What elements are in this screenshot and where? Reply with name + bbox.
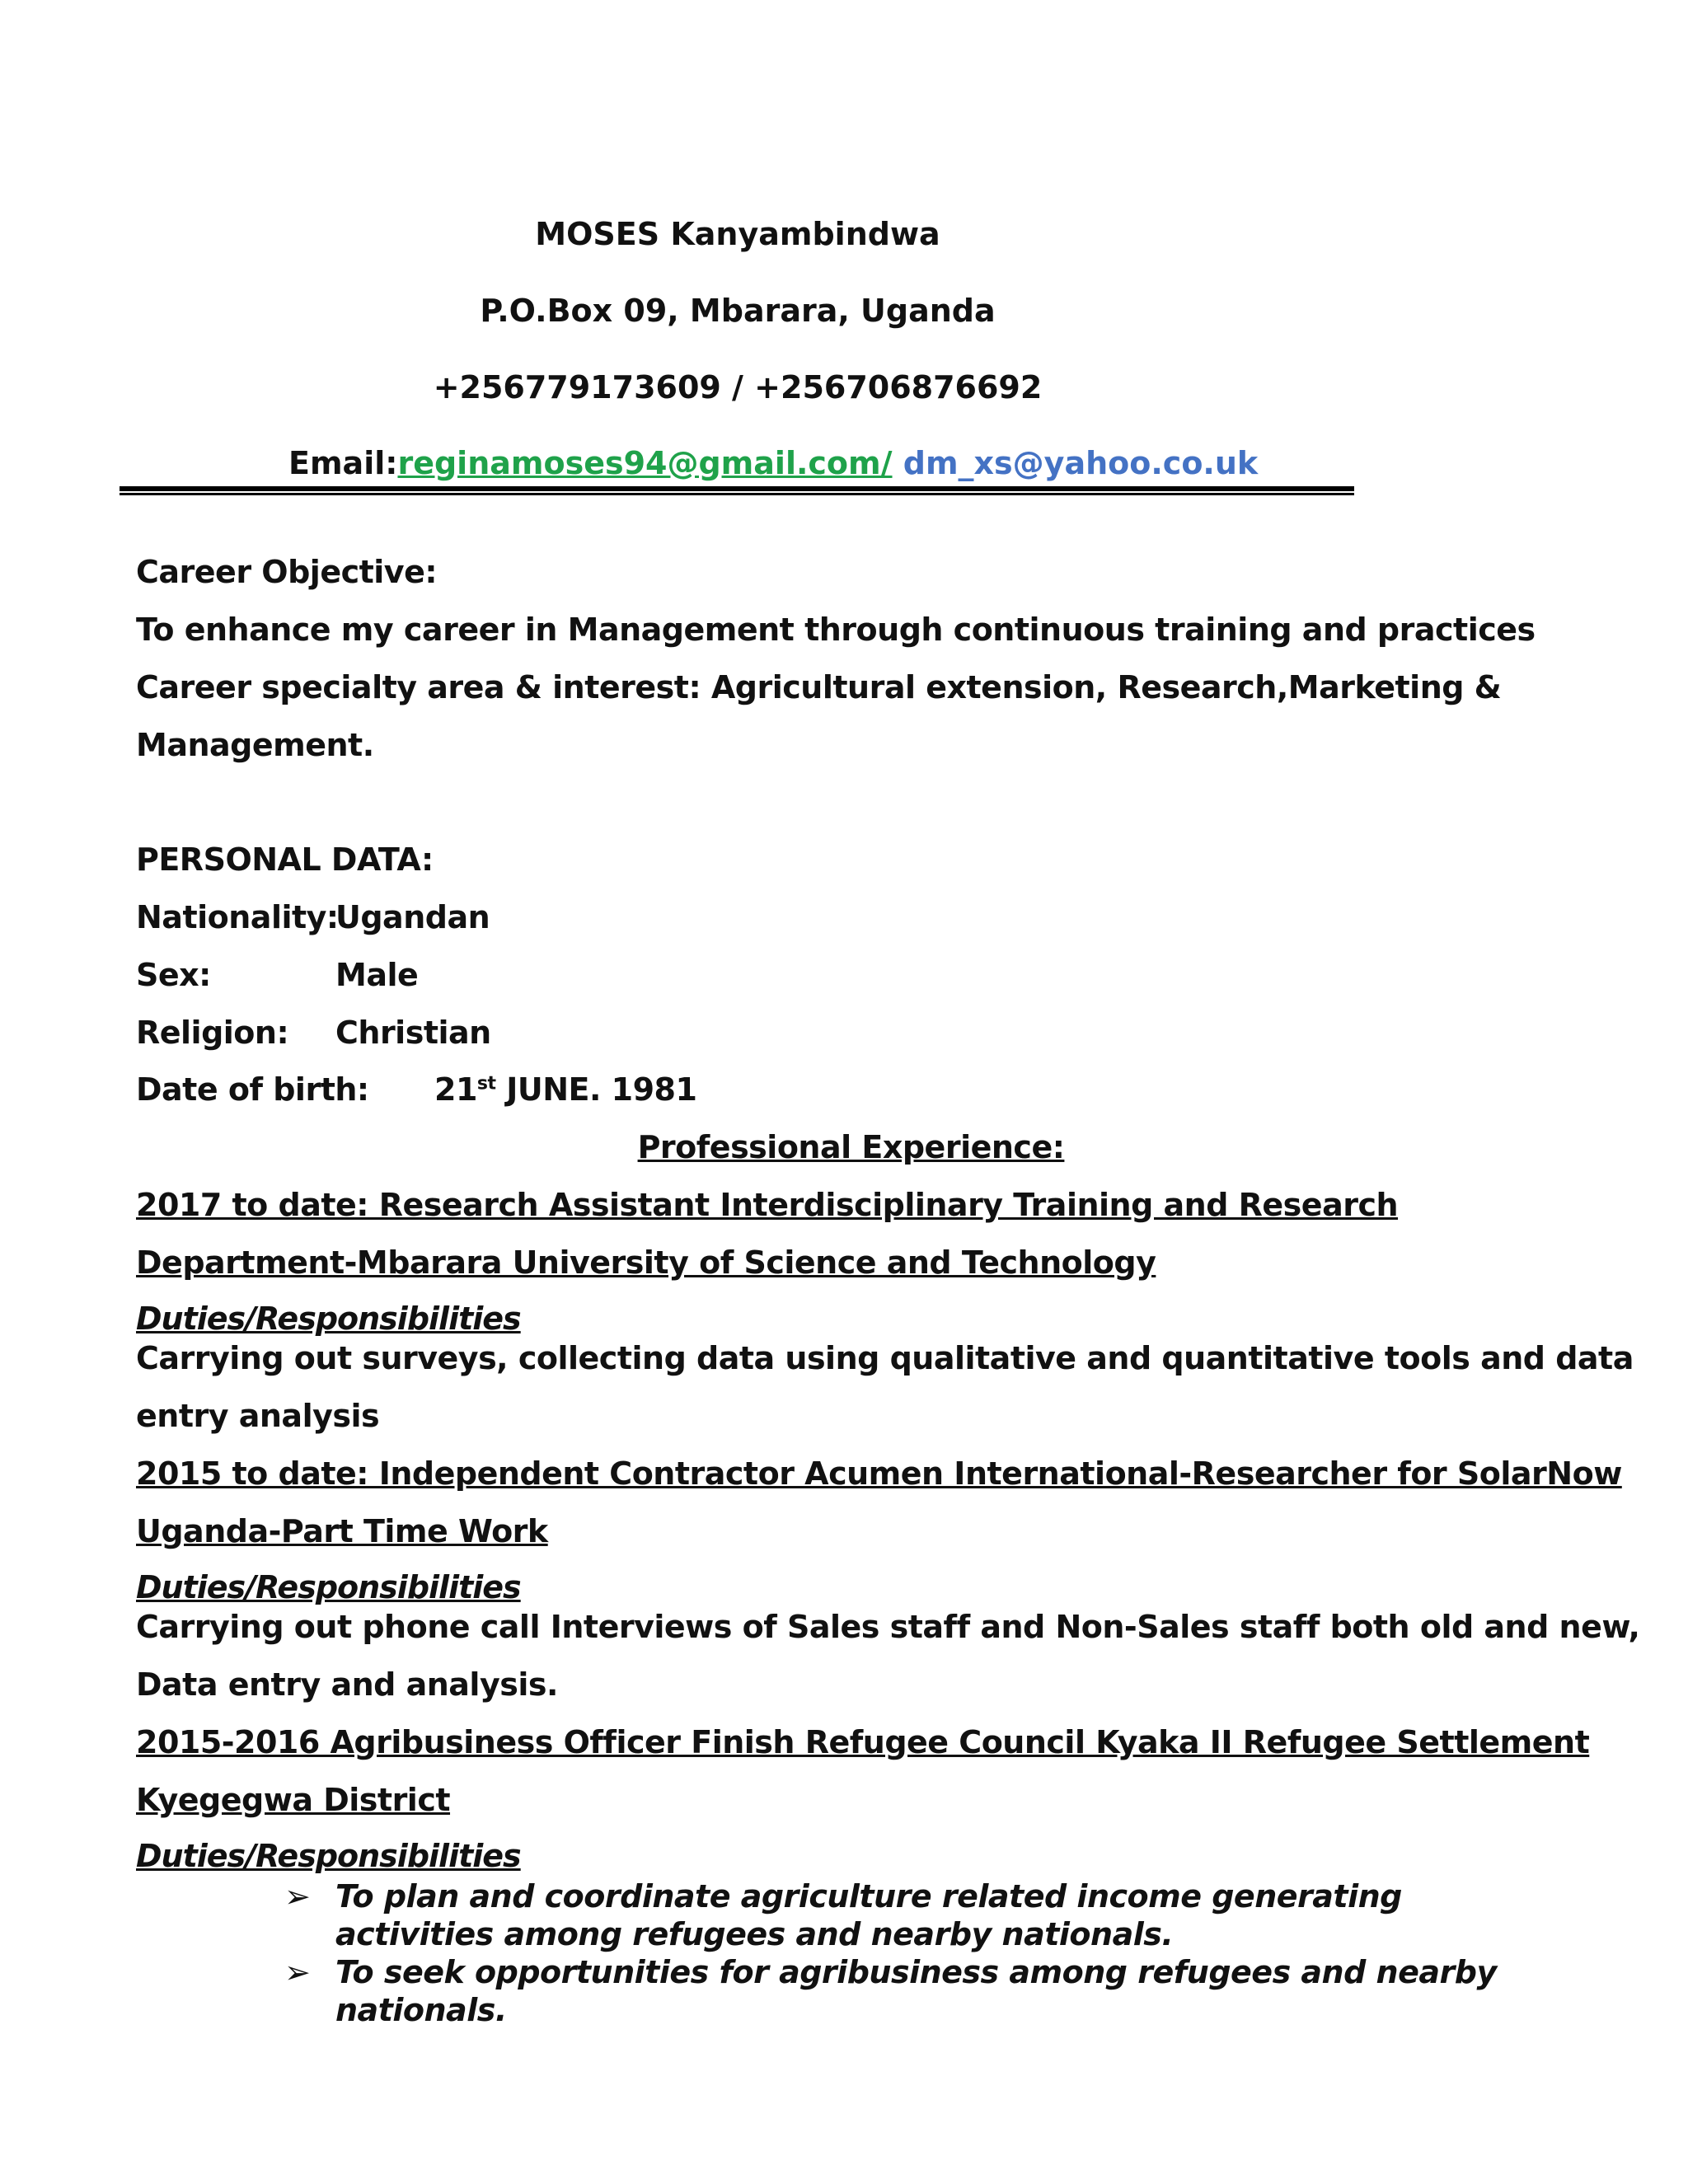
job3-bullet-item [284, 1953, 1521, 2029]
postal-address: P.O.Box 09, Mbarara, Uganda [480, 293, 996, 329]
job3-bullet-text: To plan and coordinate agriculture related income generating activities among refugees and nearby nationals. [335, 1878, 1402, 1952]
career-specialty-line1: Career specialty area & interest: Agricultural extension, Research,Marketing & [136, 669, 1502, 705]
job3-bullet-item [284, 1877, 1521, 1953]
email-primary-link[interactable]: reginamoses94@gmail.com/ [397, 445, 893, 481]
phone-numbers: +256779173609 / +256706876692 [433, 369, 1043, 405]
career-specialty-line2: Management. [136, 727, 374, 763]
job3-duties-label: Duties/Responsibilities [136, 1838, 521, 1874]
job1-title-line2: Department-Mbarara University of Science and Technology [136, 1244, 1156, 1281]
job3-title-line2: Kyegegwa District [136, 1782, 451, 1818]
sex-label: Sex: [136, 957, 211, 993]
header-divider-thin [120, 493, 1354, 495]
job1-title-line1: 2017 to date: Research Assistant Interdisciplinary Training and Research [136, 1187, 1399, 1223]
job2-duties-label: Duties/Responsibilities [136, 1569, 521, 1605]
arrow-bullet-icon: ➢ [284, 1878, 311, 1915]
job1-duty-line2: entry analysis [136, 1398, 380, 1434]
header-divider [120, 486, 1354, 491]
job2-title-line2: Uganda-Part Time Work [136, 1513, 548, 1549]
nationality-value: Ugandan [335, 899, 490, 935]
job3-title-line1: 2015-2016 Agribusiness Officer Finish Refugee Council Kyaka II Refugee Settlement [136, 1724, 1590, 1760]
religion-row [136, 1015, 491, 1051]
career-objective-text: To enhance my career in Management through continuous training and practices [136, 612, 1536, 648]
job3-bullet-text: To seek opportunities for agribusiness among refugees and nearby nationals. [335, 1954, 1497, 2028]
personal-data-heading: PERSONAL DATA: [136, 841, 434, 878]
job1-duties-label: Duties/Responsibilities [136, 1301, 521, 1337]
candidate-name: MOSES Kanyambindwa [535, 216, 940, 252]
nationality-label: Nationality: [136, 899, 339, 935]
dob-day: 21 [434, 1071, 477, 1108]
dob-rest: JUNE. 1981 [495, 1071, 697, 1108]
email-secondary-link[interactable]: dm_xs@yahoo.co.uk [903, 445, 1259, 481]
dob-suffix: st [476, 1073, 496, 1094]
email-label: Email: [288, 445, 398, 481]
career-objective-heading: Career Objective: [136, 554, 438, 590]
job1-duty-line1: Carrying out surveys, collecting data using qualitative and quantitative tools and data [136, 1340, 1634, 1376]
religion-label: Religion: [136, 1015, 289, 1051]
dob-row [136, 1071, 696, 1108]
sex-row [136, 957, 418, 993]
nationality-row [136, 899, 490, 935]
sex-value: Male [335, 957, 419, 993]
email-line [288, 445, 1258, 481]
dob-label: Date of birth: [136, 1071, 369, 1108]
professional-experience-heading: Professional Experience: [637, 1129, 1065, 1165]
job2-duty-line1: Carrying out phone call Interviews of Sales staff and Non-Sales staff both old and new, [136, 1609, 1640, 1645]
religion-value: Christian [335, 1015, 491, 1051]
job2-duty-line2: Data entry and analysis. [136, 1666, 558, 1703]
arrow-bullet-icon: ➢ [284, 1954, 311, 1990]
job2-title-line1: 2015 to date: Independent Contractor Acumen International-Researcher for SolarNow [136, 1455, 1622, 1492]
